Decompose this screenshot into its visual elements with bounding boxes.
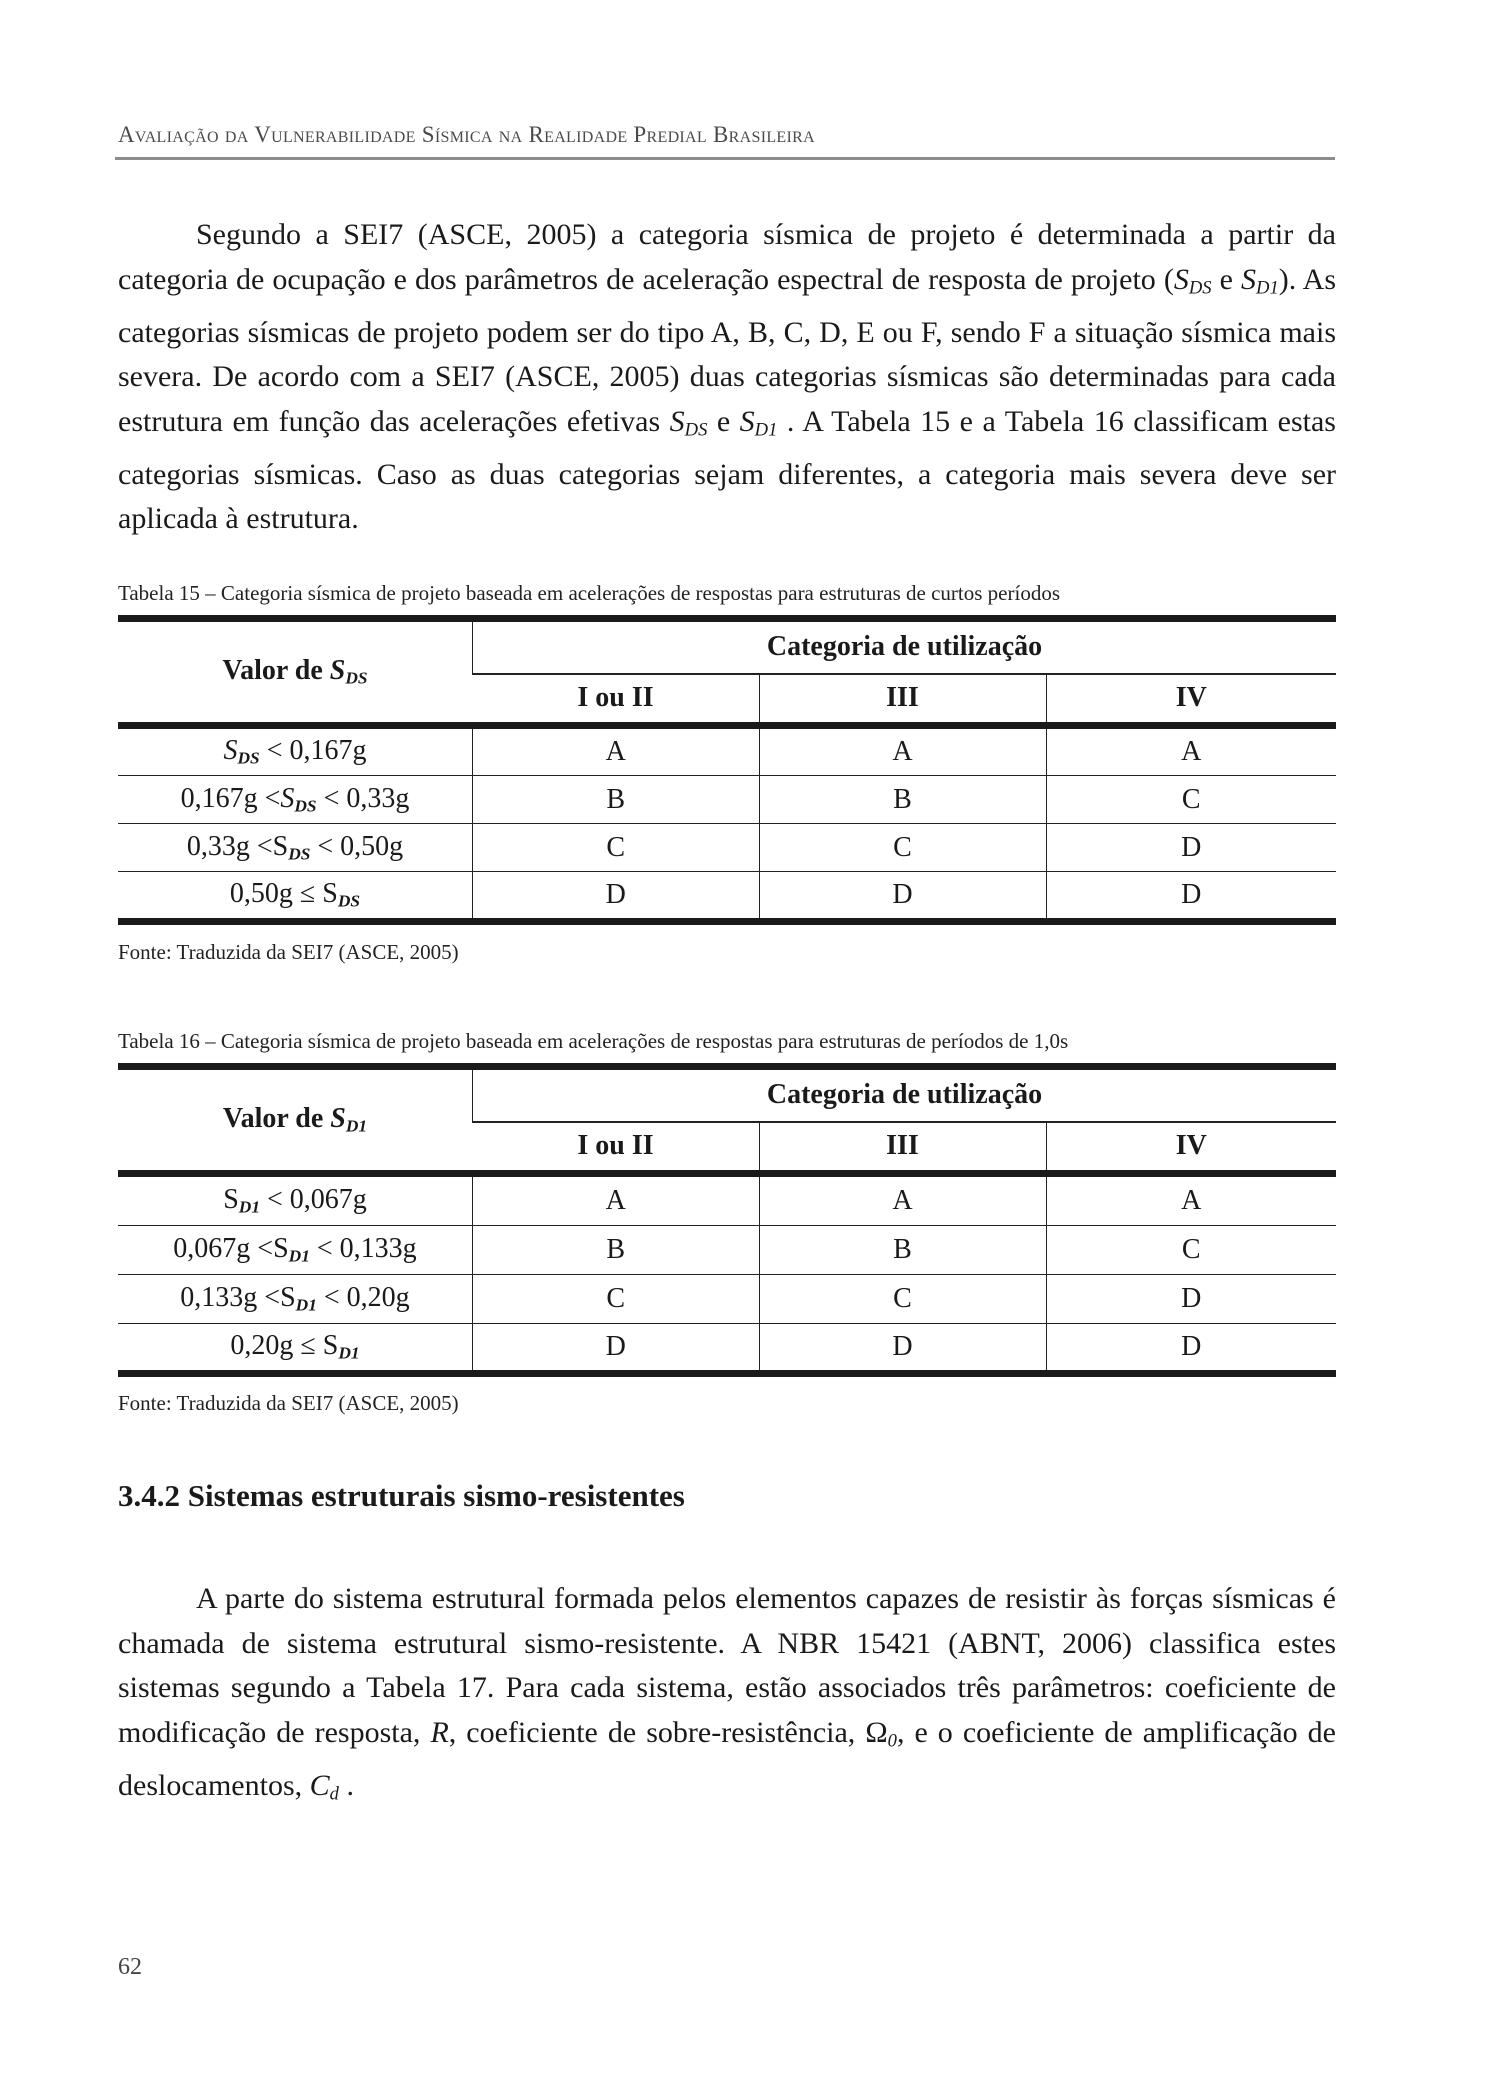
- text-run: . A Tabela 15 e a Tabela 16 classificam estas categorias sísmicas. Caso as duas categorias sejam diferentes, a categoria mais severa deve ser aplicada à estrutura.: [118, 404, 1336, 536]
- table15: [118, 615, 1336, 925]
- table-row: 0,20g ≤ SD1 D D D: [118, 1324, 1336, 1374]
- text-run: .: [338, 1768, 354, 1802]
- text-run: e: [1211, 262, 1242, 296]
- section-heading: 3.4.2 Sistemas estruturais sismo-resistentes: [118, 1478, 685, 1513]
- text-run: A parte do sistema estrutural formada pelos elementos capazes de resistir às forças sísmicas é chamada de sistema estrutural sismo-resistente. A NBR 15421 (ABNT, 2006) classifica estes sistemas segundo a Tabela 17. Para cada sistema, estão associados três parâmetros: coeficiente de modificação de resposta,: [118, 1582, 1336, 1749]
- column-header: III: [759, 674, 1046, 726]
- column-header: IV: [1046, 1122, 1336, 1174]
- subscript: D1: [754, 419, 778, 441]
- subscript: 0: [887, 1730, 897, 1752]
- table-row: SD1 < 0,067g A A A: [118, 1174, 1336, 1226]
- table-row: 0,067g <SD1 < 0,133g B B C: [118, 1226, 1336, 1275]
- column-header: IV: [1046, 674, 1336, 726]
- table16: [118, 1063, 1336, 1377]
- row-header: Valor de SD1: [118, 1067, 473, 1174]
- table16-source: Fonte: Traduzida da SEI7 (ASCE, 2005): [118, 1391, 459, 1415]
- subscript: DS: [684, 419, 708, 441]
- symbol: S: [1173, 262, 1189, 296]
- page-number: 62: [118, 1954, 142, 1980]
- text-run: ). As categorias sísmicas de projeto podem ser do tipo A, B, C, D, E ou F, sendo F a situação sísmica mais severa. De acordo com a SEI7 (ASCE, 2005) duas categorias sísmicas são determinadas para cada estrutura em função das acelerações efetivas: [118, 262, 1336, 438]
- column-header: I ou II: [473, 1122, 760, 1174]
- symbol: C: [309, 1768, 330, 1802]
- text-run: , coeficiente de sobre-resistência,: [448, 1715, 866, 1749]
- table-row: 0,50g ≤ SDS D D D: [118, 872, 1336, 922]
- group-header: Categoria de utilização: [473, 1067, 1337, 1122]
- running-head: Avaliação da Vulnerabilidade Sísmica na Realidade Predial Brasileira: [118, 122, 815, 147]
- table-row: 0,33g <SDS < 0,50g C C D: [118, 824, 1336, 872]
- symbol: Ω: [865, 1715, 888, 1749]
- text-run: Segundo a SEI7 (ASCE, 2005) a categoria sísmica de projeto é determinada a partir da categoria de ocupação e dos parâmetros de aceleração espectral de resposta de projeto (: [118, 218, 1336, 296]
- column-header: I ou II: [473, 674, 760, 726]
- text-run: , e o coeficiente de amplificação de deslocamentos,: [118, 1715, 1336, 1802]
- table15-source: Fonte: Traduzida da SEI7 (ASCE, 2005): [118, 940, 459, 964]
- subscript: D1: [1256, 277, 1279, 299]
- column-header: III: [759, 1122, 1046, 1174]
- symbol: S: [739, 404, 755, 438]
- subscript: d: [329, 1783, 339, 1805]
- body-paragraph: [118, 1577, 1336, 1817]
- subscript: DS: [1188, 277, 1212, 299]
- symbol: R: [430, 1715, 449, 1749]
- text-run: e: [707, 404, 740, 438]
- table-row: 0,133g <SD1 < 0,20g C C D: [118, 1275, 1336, 1324]
- table16-caption: Tabela 16 – Categoria sísmica de projeto baseada em acelerações de respostas para estruturas de períodos de 1,0s: [118, 1029, 1069, 1053]
- table-row: 0,167g <SDS < 0,33g B B C: [118, 776, 1336, 824]
- group-header: Categoria de utilização: [473, 619, 1337, 674]
- table-row: SDS < 0,167g A A A: [118, 726, 1336, 776]
- row-header: Valor de SDS: [118, 619, 473, 726]
- symbol: S: [669, 404, 685, 438]
- symbol: S: [1241, 262, 1257, 296]
- intro-paragraph: [118, 213, 1336, 542]
- table15-caption: Tabela 15 – Categoria sísmica de projeto baseada em acelerações de respostas para estruturas de curtos períodos: [118, 581, 1060, 605]
- header-rule: [115, 157, 1335, 160]
